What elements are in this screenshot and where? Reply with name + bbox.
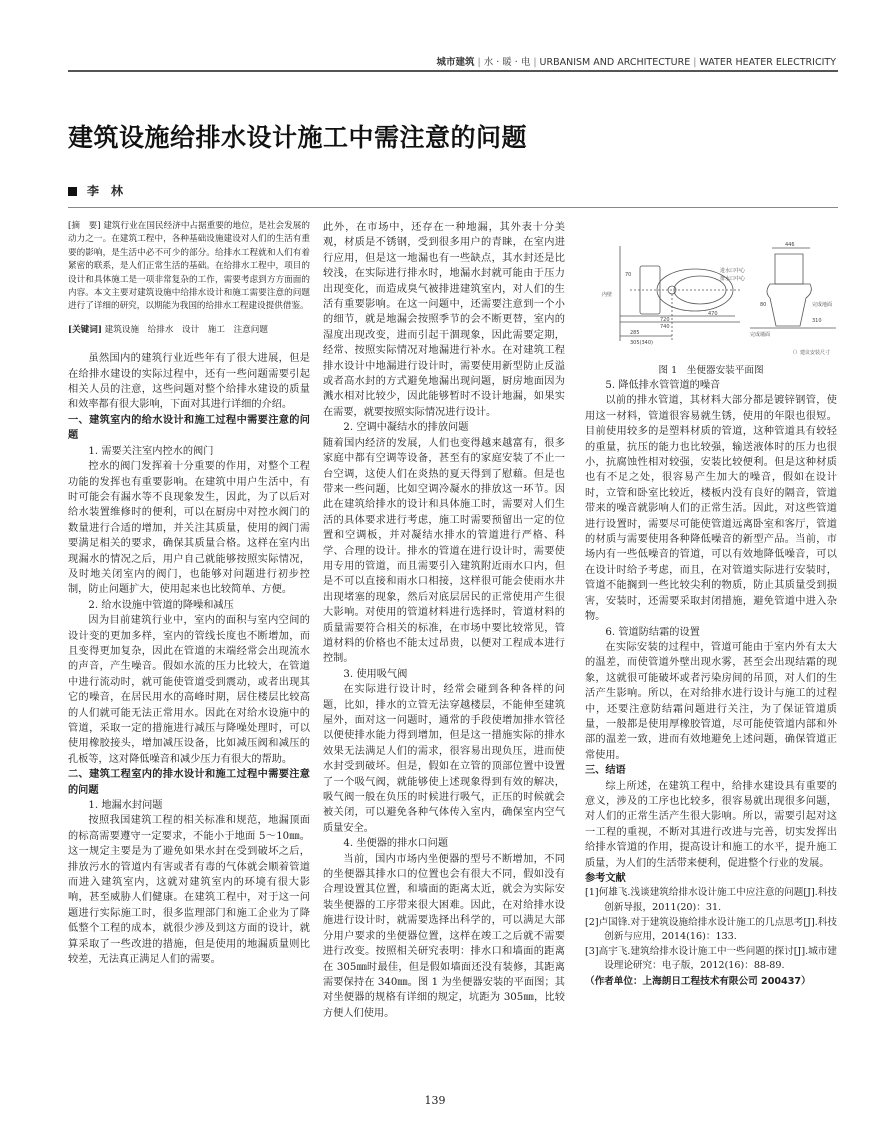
abstract-text: 建筑行业在国民经济中占据重要的地位，是社会发展的动力之一。在建筑工程中，各种基础设施建设对人们的生活有重要的影响，是生活中必不可少的部分。给排水工程就和人们有着紧密的联系，是人们正常生活的基础。在给排水工程中，项目的设计和具体施工是一项非常复杂的工作，需要考虑到方方面面的内容。本文主要对建筑设施中给排水设计和施工需要注意的问题进行了详细的研究，以期能为我国的给排水工程建设提供借鉴。 [68,221,310,312]
paragraph: 当前，国内市场内坐便器的型号不断增加，不同的坐便器其排水口的位置也会有很大不同，假如没有合理设置其位置，和墙面的距离太近，就会为实际安装坐便器的工序带来很大困难。因此，在对给排水设施进行设计时，就需要选择出科学的，可以满足大部分用户要求的坐便器位置，这样在竣工之后就不需要进行改变。按照相关研究表明：排水口和墙面的距离在 305㎜时最佳，但是假如墙面还没有装修，其距离需要保持在 340㎜。图 1 为坐便器安装的平面图；其对坐便器的规格有详细的规定，坑距为 305㎜，比较方便人们使用。 [323,853,565,1019]
subheading-1-1: 1. 需要关注室内控水的阀门 [88,445,214,457]
column-1 [68,220,310,968]
reference-item: [2]卢国锋.对于建筑设施给排水设计施工的几点思考[J].科技创新与应用，2014(16)：133. [585,916,837,943]
figure-caption: 图 1 坐便器安装平面图 [658,365,764,376]
toilet-installation-figure [600,236,836,358]
paragraph: 在实际进行设计时，经常会碰到各种各样的问题，比如，排水的立管无法穿越楼层，不能伸至建筑屋外，面对这一问题时，通常的手段使增加排水管径以便使排水能力得到增加，但是这一措施实际的排水效果无法满足人们的需求，很容易出现负压，进而使水封受到破坏。但是，假如在立管的顶部位置中设置了一个吸气阀，就能够使上述现象得到有效的解决，吸气阀一般在负压的时候进行吸气，正压的时候就会被关闭，可以避免各种气体传入室内，确保室内空气质量安全。 [323,684,565,834]
figure-dim: 70 [625,272,632,278]
figure-dim: 740 [660,324,670,330]
paragraph: 此外，在市场中，还存在一种地漏，其外表十分美观，材质是不锈钢，受到很多用户的青睐，在室内进行应用，但是这一地漏也有一些缺点，其水封还是比较浅，在实际进行排水时，地漏水封就可能由于压力出现变化，而造成臭气被排进建筑室内，对人们的生活有重要影响。在这一问题中，还需要注意到一个小的细节，就是地漏会按照季节的会不断更替，室内的湿度出现改变，进而引起干涸现象，因此需要定期，经常、按照实际情况对地漏进行补水。在对建筑工程排水设计中地漏进行设计时，需要使用新型防止反溢或者高水封的方式避免地漏出现问题，厨房地面因为溅水相对比较少，因此能够暂时不设计地漏，如果实在需要，就要按照实际情况进行设计。 [323,222,565,418]
title-rule [68,207,838,208]
paragraph: 按照我国建筑工程的相关标准和规范，地漏顶面的标高需要遵守一定要求，不能小于地面 5～10㎜。这一规定主要是为了避免如果水封在受到破坏之后，排放污水的管道内有害或者有毒的气体就会顺着管道而进入建筑室内，这就对建筑室内的环境有很大影响，甚至威胁人们健康。在建筑工程中，对于这一问题进行实际施工时，很多监理部门和施工企业为了降低整个工程的成本，就很少涉及到这方面的设计，就算采取了一些改进的措施，但是使用的地漏质量则比较差，无法真正满足人们的需要。 [68,815,310,966]
paragraph: 随着国内经济的发展，人们也变得越来越富有，很多家庭中都有空调等设备，甚至有的家庭安装了不止一台空调，这使人们在炎热的夏天得到了慰藉。但是也带来一些问题，比如空调冷凝水的排放这一环节。因此在建筑给排水的设计和具体施工时，需要对人们生活的具体要求进行考虑，施工时需要预留出一定的位置和空调板，并对凝结水排水的管道进行严格、科学、合理的设计。排水的管道在进行设计时，需要使用专用的管道，而且需要引入建筑附近雨水口内，但是不可以直接和雨水口相接，这样很可能会使雨水井出现堵塞的现象，然后对底层居民的正常使用产生很大影响。对使用的管道材料进行选择时，管道材料的质量需要符合相关的标准，在市场中要比较常见，管道材料的价格也不能太过昂贵，以便对工程成本进行控制。 [323,437,565,665]
figure-label-left: 内壁 [602,292,613,298]
author-line [68,182,123,199]
figure-dim: 285 [630,330,640,336]
figure-dim: 310 [812,318,822,324]
subheading-2-2: 2. 空调中凝结水的排放问题 [343,422,469,434]
keywords-text: 建筑设施 给排水 设计 施工 注意问题 [104,324,268,335]
figure-dim: 80 [760,302,767,308]
author-affiliation: （作者单位：上海朗日工程技术有限公司 200437） [585,975,811,987]
paragraph: 综上所述，在建筑工程中，给排水建设具有重要的意义，涉及的工序也比较多，很容易就出现很多问题，对人们的正常生活产生很大影响。所以，需要引起对这一工程的重视，不断对其进行改进与完善，切实发挥出给排水管道的作用，提高设计和施工的水平，提升施工质量，为人们的生活带来便利，促进整个行业的发展。 [585,780,837,869]
subheading-2-5: 5. 降低排水管管道的噪音 [605,380,721,391]
subheading-2-3: 3. 使用吸气阀 [343,668,408,680]
page-number: 139 [424,1094,446,1107]
header-en2: WATER HEATER ELECTRICITY [699,57,836,68]
header-rule [68,70,838,72]
header-section: 城市建筑 [436,57,475,68]
intro-paragraph: 虽然国内的建筑行业近些年有了很大进展，但是在给排水建设的实际过程中，还有一些问题需要引起相关人员的注意，这些问题对整个给排水建设的质量和效率都有很大影响，下面对其进行详细的介绍。 [68,353,310,411]
references-title: 参考文献 [585,873,626,884]
paragraph: 控水的阀门发挥着十分重要的作用，对整个工程功能的发挥也有重要影响。在建筑中用户生活中，有时可能会有漏水等不良现象发生，因此，为了以后对给水装置维修时的便利，可以在厨房中对控水阀门的数量进行合适的增加，并关注其质量，使用的阀门需要满足相关的要求，确保其质量合格。这样在室内出现漏水的情况之后，用户自己就能够按照实际情况，及时地关闭室内的阀门，也能够对问题进行初步控制，防止问题扩大，使用起来也比较简单、方便。 [68,461,310,596]
figure-label-wall: 完成墙面 [750,332,771,338]
abstract-label: [摘 要] [68,221,101,231]
section-heading-1: 一、建筑室内的给水设计和施工过程中需要注意的问题 [68,414,310,442]
paragraph: 因为目前建筑行业中，室内的面积与室内空间的设计变的更加多样，室内的管线长度也不断增加，而且变得更加复杂，因此在管道的末端经常会出现流水的声音，产生噪音。假如水流的压力比较大，在管道中进行流动时，就可能使管道受到震动，或者出现其它的噪音，在居民用水的高峰时期，居住楼层比较高的人们就可能无法正常用水。因此在对给水设施中的管道，采取一定的措施进行减压与降噪处理时，可以使用橡胶接头，增加减压设备，比如减压阀和减压的孔板等，这对降低噪音和减少压力有很大的帮助。 [68,615,310,765]
abstract [68,220,310,314]
subheading-2-1: 1. 地漏水封问题 [88,800,163,812]
figure-label-inlet: 进水口中心 [720,268,746,274]
figure-dim: 470 [708,311,718,317]
bowl-side-outline [767,284,811,326]
figure-dim: 305(340) [630,340,653,346]
subheading-1-2: 2. 给水设施中管道的降噪和减压 [88,599,234,611]
running-header: 城市建筑 | 水 · 暖 · 电 | URBANISM AND ARCHITECTURE | WATER HEATER ELECTRICITY [436,57,836,68]
section-heading-2: 二、建筑工程室内的排水设计和施工过程中需要注意的问题 [68,769,310,796]
figure-dim: 720 [660,317,670,323]
figure-label-outlet: 排水口中心 [720,276,746,282]
paragraph: 以前的排水管道，其材料大部分都是镀锌钢管，使用这一材料，管道很容易就生锈，使用的年限也很短。目前使用较多的是塑料材质的管道，这种管道具有较轻的重量，抗压的能力也比较强，输送液体时的压力也很小，抗腐蚀性相对较强，安装比较便利。但是这种材质也有不足之处，很容易产生加大的噪音，假如在设计时，立管和卧室比较近，楼板内没有良好的隔音，管道带来的噪音就影响人们的正常生活。因此，对这些管道进行设置时，需要尽可能使管道远离卧室和客厅，管道的材质与需要使用各种降低噪音的新型产品。当前，市场内有一些低噪音的管道，可以有效地降低噪音，可以在设计时给予考虑，而且，在对管道实际进行安装时，管道不能搁到一些比较尖利的物质，防止其质量受到损害，安装时，还需要采取封闭措施，避免管道中进入杂物。 [585,395,837,623]
figure-legend: （）建议安装尺寸 [790,350,831,356]
reference-item: [1]何雄飞.浅谈建筑给排水设计施工中应注意的问题[J].科技创新导报，2011(20)：31. [585,887,837,913]
figure-label-floor: 完成地面 [812,302,833,308]
author-bullet [68,187,77,196]
section-heading-3: 三、结语 [585,765,626,777]
tank-outline [775,254,803,284]
subheading-2-6: 6. 管道防结霜的设置 [605,626,700,638]
author-name: 李 林 [87,184,124,198]
column-3 [585,378,837,989]
keywords [68,324,310,337]
header-sub: 水 · 暖 · 电 [483,57,531,68]
column-2 [323,220,565,1021]
reference-item: [3]高宇飞.建筑给排水设计施工中一些问题的探讨[J].城市建设理论研究：电子版，2012(16)：88-89. [585,945,837,972]
header-en1: URBANISM AND ARCHITECTURE [539,57,691,68]
keywords-label: [关键词] [68,324,102,335]
subheading-2-4: 4. 坐便器的排水口问题 [343,838,449,850]
paragraph: 在实际安装的过程中，管道可能由于室内外有太大的温差，而使管道外壁出现水雾，甚至会出现结霜的现象，这就很可能破坏或者污染房间的吊顶，对人们的生活产生影响。所以，在对给排水进行设计与施工的过程中，还要注意防结霜问题进行关注，为了保证管道质量，一般都是使用厚橡胶管道，尽可能使管道内部和外部的温差一致，进而有效地避免上述问题，确保管道正常使用。 [585,641,837,761]
figure-dim: 446 [785,242,795,248]
article-title: 建筑设施给排水设计施工中需注意的问题 [68,123,528,152]
